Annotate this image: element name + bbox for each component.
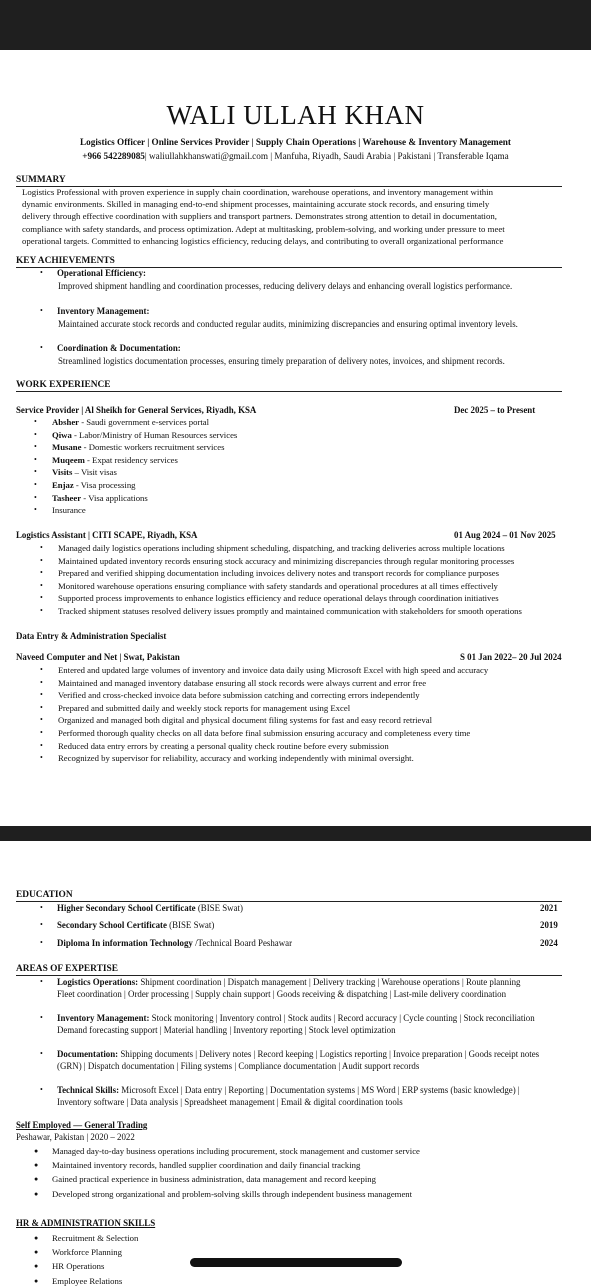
- list-item: • Maintained and managed inventory database ensuring all stock records were always current and error free: [40, 677, 488, 690]
- list-item: • Visits – Visit visas: [34, 466, 237, 479]
- list-item: • Qiwa - Labor/Ministry of Human Resources services: [34, 429, 237, 442]
- list-item: • Managed daily logistics operations including shipment scheduling, dispatching, and tracking deliveries across multiple locations: [40, 542, 522, 555]
- expertise-heading: AREAS OF EXPERTISE: [16, 964, 562, 976]
- job-title: Logistics Assistant | CITI SCAPE, Riyadh, KSA: [16, 530, 198, 540]
- list-item: • Prepared and verified shipping documentation including invoices delivery notes and transport records for compliance purposes: [40, 567, 522, 580]
- achievement-title: Coordination & Documentation:: [57, 343, 181, 353]
- summary-line: delivery through effective coordination with suppliers and transport partners. Demonstrates strong attention to detail in documentation,: [22, 211, 497, 222]
- summary-line: compliance with safety standards, and process optimization. Adept at multitasking, problem-solving, and working under pressure to meet: [22, 223, 505, 234]
- page-separator: [0, 826, 591, 841]
- education-year: 2019: [540, 920, 558, 930]
- list-item: • Monitored warehouse operations ensuring compliance with safety standards and operational procedures at all times effectively: [40, 580, 522, 593]
- list-item: • Organized and managed both digital and physical document filing systems for fast and easy record retrieval: [40, 714, 488, 727]
- list-item: • Entered and updated large volumes of inventory and invoice data daily using Microsoft Excel with high speed and accuracy: [40, 664, 488, 677]
- summary-line: dynamic environments. Skilled in managing end-to-end shipment processes, maintaining accurate stock records, and ensuring timely: [22, 199, 490, 210]
- job-role: Data Entry & Administration Specialist: [16, 631, 167, 641]
- work-heading: WORK EXPERIENCE: [16, 380, 562, 392]
- hr-skills-list: [34, 1231, 138, 1288]
- role-line: Logistics Officer | Online Services Provider | Supply Chain Operations | Warehouse & Inventory Management: [80, 137, 511, 147]
- summary-line: operational targets. Committed to enhancing logistics efficiency, reducing delays, and contributing to overall organizational performance: [22, 235, 504, 246]
- phone: +966 542289085: [82, 151, 145, 161]
- contact-details: | waliullahkhanswati@gmail.com | Manfuha, Riyadh, Saudi Arabia | Pakistani | Transferable Iqama: [144, 151, 509, 161]
- list-item: • Performed thorough quality checks on all data before final submission ensuring accuracy and completeness every time: [40, 727, 488, 740]
- list-item: • Muqeem - Expat residency services: [34, 454, 237, 467]
- list-item: ● Gained practical experience in business administration, data management and record keeping: [34, 1172, 420, 1186]
- summary-line: Logistics Professional with proven experience in supply chain coordination, warehouse operations, and inventory management within: [22, 187, 494, 197]
- achievement-desc: Maintained accurate stock records and conducted regular audits, minimizing discrepancies and ensuring optimal inventory levels.: [58, 319, 518, 329]
- list-item: • Absher - Saudi government e-services portal: [34, 416, 237, 429]
- list-item: • Tasheer - Visa applications: [34, 492, 237, 505]
- summary-text: [22, 186, 564, 247]
- job2-duties: [40, 542, 522, 618]
- list-item: • Prepared and submitted daily and weekly stock reports for management using Excel: [40, 702, 488, 715]
- list-item: • Verified and cross-checked invoice data before submission catching and correcting errors independently: [40, 689, 488, 702]
- self-employed-meta: Peshawar, Pakistan | 2020 – 2022: [16, 1132, 135, 1142]
- job-title: Naveed Computer and Net | Swat, Pakistan: [16, 652, 180, 662]
- list-item: ● HR Operations: [34, 1259, 138, 1273]
- list-item: • Maintained updated inventory records ensuring stock accuracy and minimizing discrepancies through regular monitoring processes: [40, 555, 522, 568]
- list-item: • Recognized by supervisor for reliability, accuracy and working independently with minimal oversight.: [40, 752, 488, 765]
- job-dates: Dec 2025 – to Present: [454, 405, 536, 415]
- self-employed-list: [34, 1144, 420, 1201]
- education-year: 2024: [540, 938, 558, 948]
- candidate-name: WALI ULLAH KHAN: [166, 100, 425, 130]
- achievement-desc: Streamlined logistics documentation processes, ensuring timely preparation of delivery notes, invoices, and shipment records.: [58, 356, 505, 366]
- contact-line: [0, 151, 591, 161]
- list-item: • Reduced data entry errors by creating a personal quality check routine before every submission: [40, 740, 488, 753]
- achievement-desc: Improved shipment handling and coordination processes, reducing delivery delays and enhancing overall logistics performance.: [58, 281, 513, 291]
- list-item: ● Recruitment & Selection: [34, 1231, 138, 1245]
- list-item: ● Employee Relations: [34, 1274, 138, 1288]
- achievement-title: Operational Efficiency:: [57, 268, 146, 278]
- list-item: ● Managed day-to-day business operations including procurement, stock management and customer service: [34, 1144, 420, 1158]
- list-item: ● Maintained inventory records, handled supplier coordination and daily financial tracking: [34, 1158, 420, 1172]
- list-item: • Musane - Domestic workers recruitment services: [34, 441, 237, 454]
- home-indicator[interactable]: [190, 1258, 402, 1267]
- education-year: 2021: [540, 903, 558, 913]
- job-title: Service Provider | Al Sheikh for General Services, Riyadh, KSA: [16, 405, 257, 415]
- self-employed-heading: Self Employed — General Trading: [16, 1120, 148, 1130]
- top-bar: [0, 0, 591, 50]
- hr-heading: HR & ADMINISTRATION SKILLS: [16, 1218, 156, 1228]
- summary-heading: SUMMARY: [16, 175, 562, 187]
- list-item: • Enjaz - Visa processing: [34, 479, 237, 492]
- list-item: • Supported process improvements to enhance logistics efficiency and reduce operational delays through coordination initiatives: [40, 592, 522, 605]
- list-item: • Insurance: [34, 504, 237, 517]
- list-item: ● Workforce Planning: [34, 1245, 138, 1259]
- job-dates: S 01 Jan 2022– 20 Jul 2024: [460, 652, 562, 662]
- job-dates: 01 Aug 2024 – 01 Nov 2025: [454, 530, 556, 540]
- achievements-heading: KEY ACHIEVEMENTS: [16, 256, 562, 268]
- education-heading: EDUCATION: [16, 890, 562, 902]
- list-item: ● Developed strong organizational and problem-solving skills through independent business management: [34, 1187, 420, 1201]
- achievement-title: Inventory Management:: [57, 306, 150, 316]
- job1-services: [34, 416, 237, 517]
- job3-duties: [40, 664, 488, 765]
- list-item: • Tracked shipment statuses resolved delivery issues promptly and maintained communication with stakeholders for smooth operations: [40, 605, 522, 618]
